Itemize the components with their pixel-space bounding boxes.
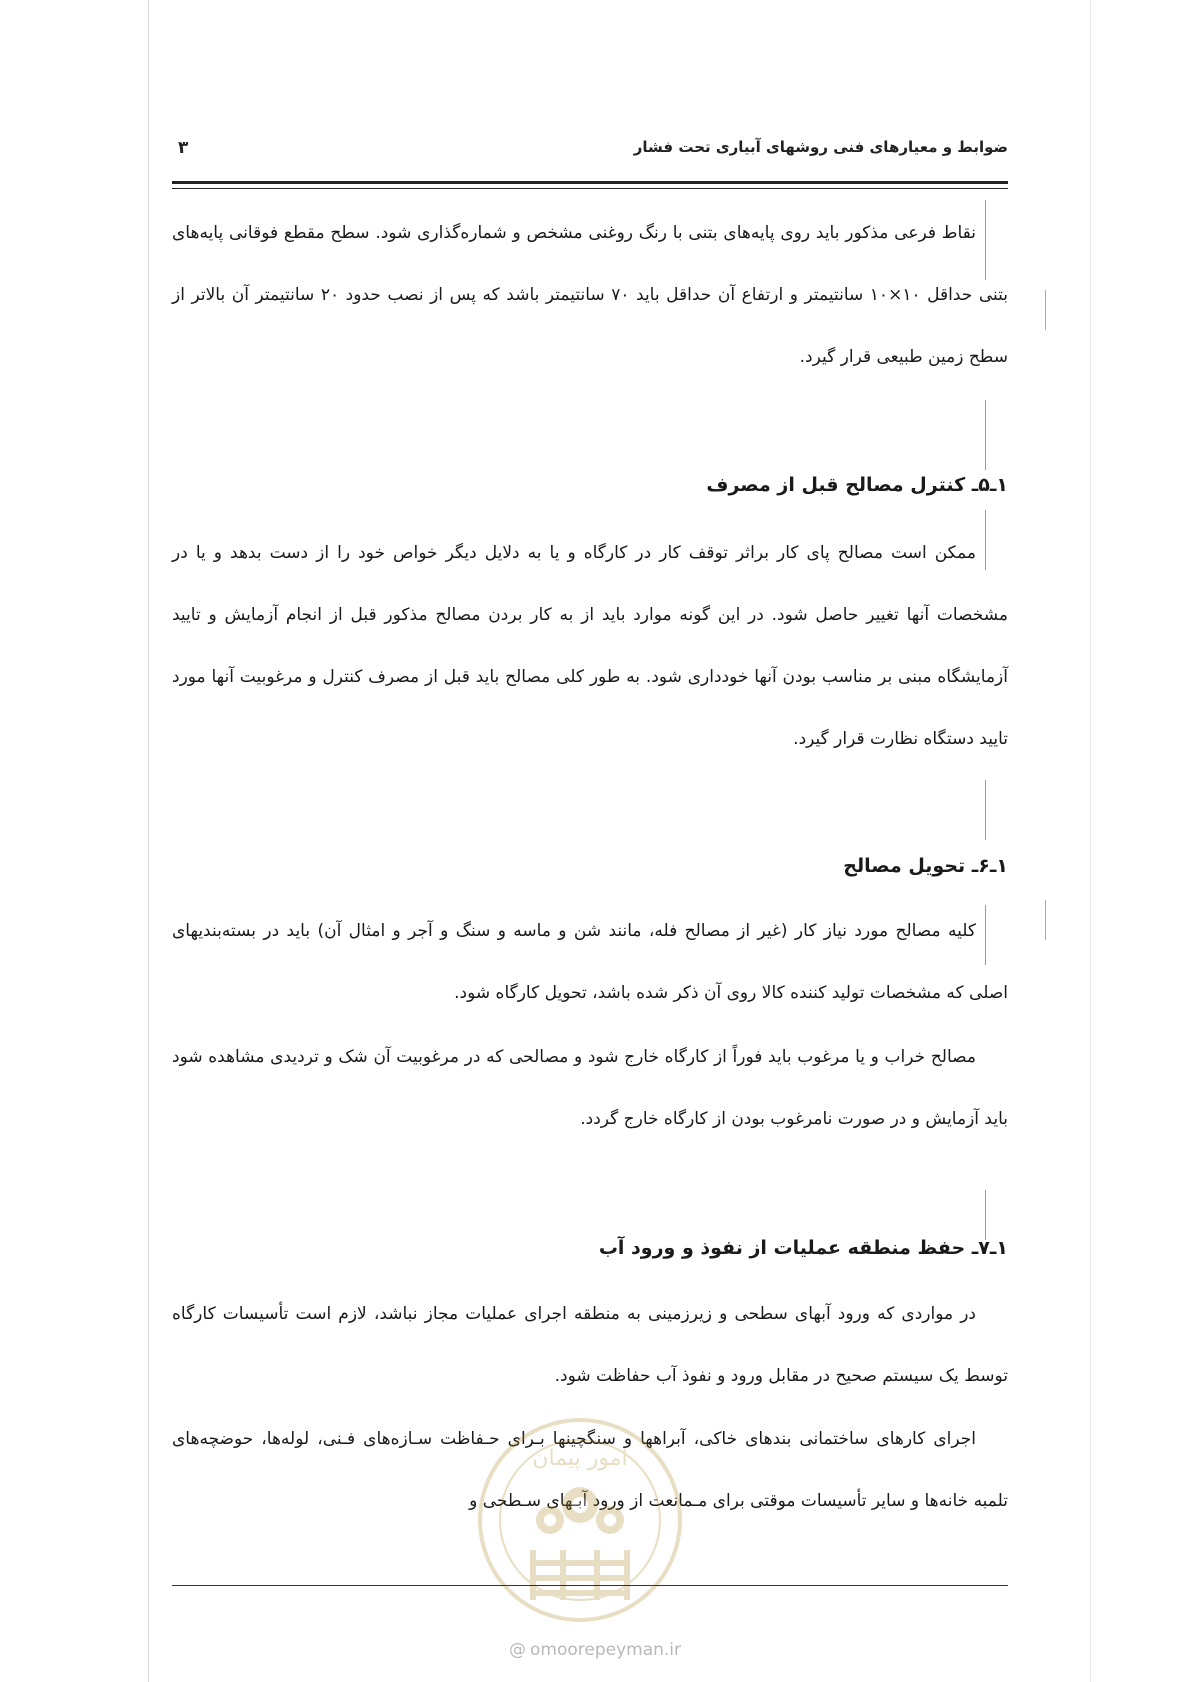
paragraph-material-control: ممکن است مصالح پای کار براثر توقف کار در کارگاه و یا به دلایل دیگر خواص خود را از دست بدهد و یا در مشخصات آنها تغییر حاصل شود. در این گونه موارد باید از به کار بردن مصالح مذکور قبل از انجام آزمایش و تایید آزمایشگاه مبنی بر مناسب بودن آنها خودداری شود. به طور کلی مصالح باید قبل از مصرف کنترل و مرغوبیت آنها مورد تایید دستگاه نظارت قرار گیرد. [172,543,1008,749]
header-rule-thin [172,188,1008,189]
scan-artifact-line [1045,290,1046,330]
scan-artifact-line [148,0,149,1682]
watermark-seal [470,1410,690,1630]
running-head [170,138,1008,166]
footer-site-text: omoorepeyman.ir [529,1640,682,1660]
paragraph-defective-materials: مصالح خراب و یا مرغوب باید فوراً از کارگاه خارج شود و مصالحی که در مرغوبیت آن شک و تردیدی مشاهده شود باید آزمایش و در صورت نامرغوب بودن از کارگاه خارج گردد. [172,1047,1008,1129]
paragraph-protective-works: اجرای کارهای ساختمانی بندهای خاکی، آبراهها و سنگچینها بـرای حـفاظت سـازه‌های فـنی، لوله‌ها، حوضچه‌های تلمبه خانه‌ها و سایر تأسیسات موقتی برای مـمانعت از ورود آبـهای سـطحی و [172,1429,1008,1511]
footer-rule [172,1585,1008,1586]
scan-artifact-line [985,400,986,470]
page-number: ۳ [178,138,189,158]
scan-artifact-line [1045,900,1046,940]
scan-artifact-line [985,780,986,840]
at-icon: @ [508,1640,526,1660]
section-heading-material-control: ۱ـ۵ـ کنترل مصالح قبل از مصرف [706,474,1008,496]
header-rule-thick [172,181,1008,184]
running-head-title: ضوابط و معیارهای فنی روشهای آبیاری تحت فشار [633,138,1008,156]
paragraph-survey-points: نقاط فرعی مذکور باید روی پایه‌های بتنی با رنگ روغنی مشخص و شماره‌گذاری شود. سطح مقطع فوقانی پایه‌های بتنی حداقل ۱۰×۱۰ سانتیمتر و ارتفاع آن حداقل باید ۷۰ سانتیمتر باشد که پس از نصب حدود ۲۰ سانتیمتر آن بالاتر از سطح زمین طبیعی قرار گیرد. [172,223,1008,367]
scan-artifact-line [1090,0,1091,1682]
section-heading-material-delivery: ۱ـ۶ـ تحویل مصالح [843,855,1008,877]
watermark-text: امور پیمان [532,1446,628,1471]
section-heading-water-protection: ۱ـ۷ـ حفظ منطقه عملیات از نفوذ و ورود آب [598,1237,1008,1259]
footer-watermark [0,1640,1190,1660]
paragraph-water-protection: در مواردی که ورود آبهای سطحی و زیرزمینی به منطقه اجرای عملیات مجاز نباشد، لازم است تأسیسات کارگاه توسط یک سیستم صحیح در مقابل ورود و نفوذ آب حفاظت شود. [172,1304,1008,1386]
paragraph-material-delivery: کلیه مصالح مورد نیاز کار (غیر از مصالح فله، مانند شن و ماسه و سنگ و آجر و امثال آن) باید در بسته‌بندیهای اصلی که مشخصات تولید کننده کالا روی آن ذکر شده باشد، تحویل کارگاه شود. [172,921,1008,1003]
